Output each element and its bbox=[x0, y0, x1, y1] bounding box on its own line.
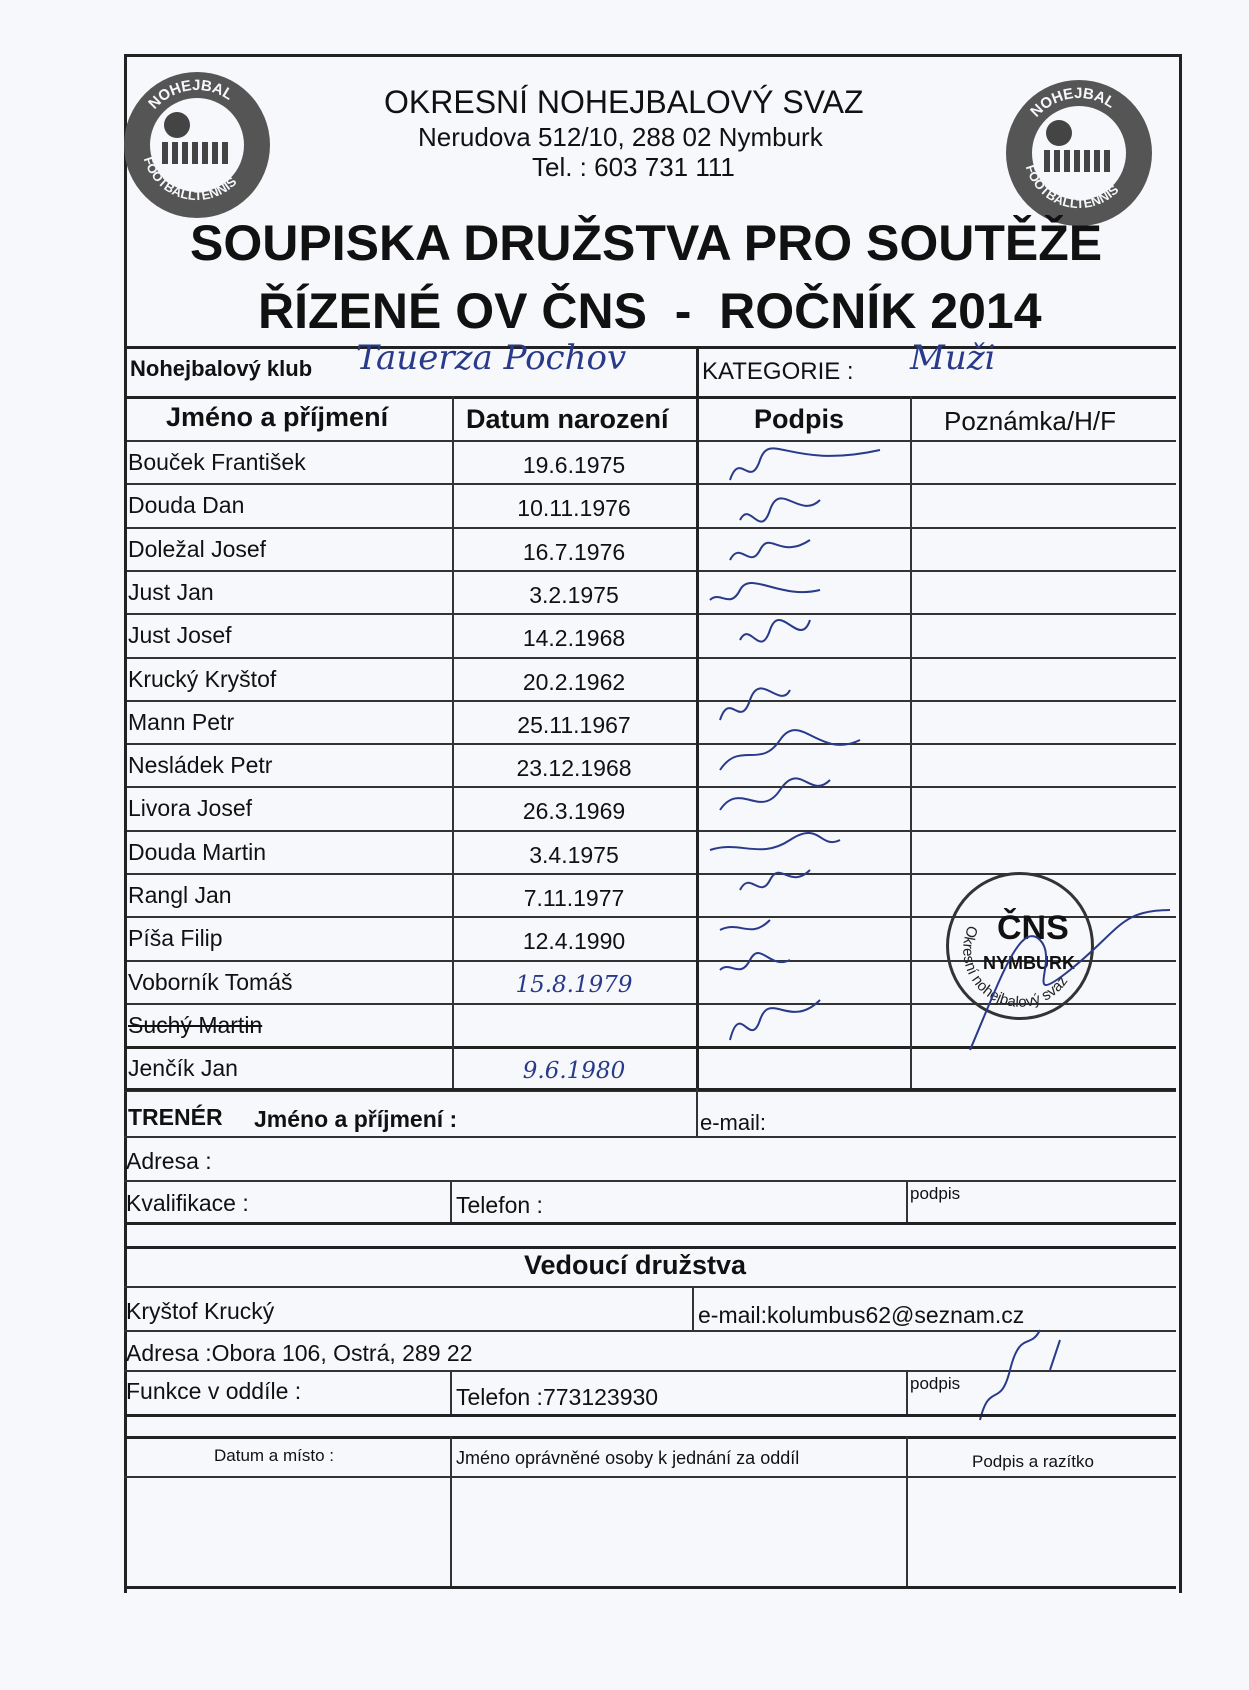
divider bbox=[696, 1088, 698, 1136]
divider bbox=[124, 570, 1176, 572]
divider bbox=[452, 396, 454, 1090]
divider bbox=[124, 830, 1176, 832]
divider bbox=[124, 786, 1176, 788]
roster-name: Píša Filip bbox=[128, 925, 223, 952]
divider bbox=[906, 1180, 908, 1224]
roster-dob: 12.4.1990 bbox=[522, 928, 626, 955]
trainer-qualification-label: Kvalifikace : bbox=[126, 1190, 249, 1216]
roster-name: Voborník Tomáš bbox=[128, 968, 293, 995]
divider bbox=[124, 1136, 1176, 1138]
divider bbox=[124, 657, 1176, 659]
divider bbox=[124, 1436, 1176, 1439]
divider bbox=[906, 1370, 908, 1416]
roster-dob: 15.8.1979 bbox=[515, 971, 633, 998]
divider bbox=[124, 1088, 1176, 1091]
authorized-person-label: Jméno oprávněné osoby k jednání za oddíl bbox=[456, 1448, 800, 1468]
roster-dob: 16.7.1976 bbox=[522, 538, 626, 565]
leader-function-label: Funkce v oddíle : bbox=[126, 1378, 302, 1404]
right-logo bbox=[1006, 80, 1152, 226]
divider bbox=[124, 527, 1176, 529]
date-place-label: Datum a místo : bbox=[214, 1446, 334, 1465]
leader-email: e-mail:kolumbus62@seznam.cz bbox=[698, 1302, 1025, 1328]
roster-dob: 9.6.1980 bbox=[522, 1058, 626, 1085]
title-line-1: SOUPISKA DRUŽSTVA PRO SOUTĚŽE bbox=[190, 215, 1103, 271]
divider bbox=[124, 396, 1176, 399]
sign-stamp-label: Podpis a razítko bbox=[972, 1452, 1094, 1471]
roster-dob: 23.12.1968 bbox=[516, 755, 632, 782]
roster-name: Nesládek Petr bbox=[128, 752, 273, 779]
divider bbox=[450, 1370, 452, 1416]
trainer-address-label: Adresa : bbox=[126, 1148, 212, 1174]
roster-dob: 3.4.1975 bbox=[529, 841, 619, 868]
trainer-phone-label: Telefon : bbox=[456, 1192, 543, 1218]
roster-dob: 20.2.1962 bbox=[522, 668, 626, 695]
trainer-email-label: e-mail: bbox=[700, 1110, 767, 1135]
divider bbox=[450, 1180, 452, 1224]
roster-name: Douda Martin bbox=[128, 838, 267, 865]
club-label: Nohejbalový klub bbox=[130, 356, 313, 381]
svg-text:FOOTBALLTENNIS: FOOTBALLTENNIS bbox=[1022, 162, 1122, 212]
stamp-middle: NYMBURK bbox=[983, 953, 1075, 973]
divider bbox=[124, 1246, 1176, 1249]
divider bbox=[906, 1436, 908, 1588]
col-header-name: Jméno a příjmení bbox=[166, 402, 389, 432]
leader-phone: Telefon :773123930 bbox=[456, 1384, 659, 1410]
roster-name: Just Josef bbox=[128, 622, 232, 649]
handwritten-signatures bbox=[700, 440, 910, 1080]
left-logo bbox=[124, 72, 270, 218]
divider bbox=[124, 1180, 1176, 1182]
divider bbox=[124, 1414, 1176, 1417]
roster-name: Krucký Kryštof bbox=[128, 665, 277, 692]
roster-name: Suchý Martin bbox=[128, 1011, 263, 1038]
divider bbox=[696, 396, 699, 1090]
roster-name: Rangl Jan bbox=[128, 882, 232, 908]
trainer-label: TRENÉR bbox=[128, 1104, 223, 1130]
svg-text:FOOTBALLTENNIS: FOOTBALLTENNIS bbox=[140, 154, 240, 204]
trainer-name-label: Jméno a příjmení : bbox=[254, 1106, 458, 1132]
title-line-2: ŘÍZENÉ OV ČNS - ROČNÍK 2014 bbox=[258, 283, 1042, 339]
divider bbox=[124, 396, 127, 1090]
col-header-signature: Podpis bbox=[754, 404, 845, 434]
leader-address: Adresa :Obora 106, Ostrá, 289 22 bbox=[126, 1340, 473, 1366]
org-phone: Tel. : 603 731 111 bbox=[532, 152, 735, 182]
divider bbox=[124, 700, 1176, 702]
divider bbox=[910, 396, 912, 1090]
divider bbox=[124, 440, 1176, 442]
divider bbox=[124, 346, 1176, 349]
divider bbox=[124, 483, 1176, 485]
roster-name: Just Jan bbox=[128, 578, 214, 605]
roster-dob: 14.2.1968 bbox=[522, 625, 626, 652]
roster-dob: 7.11.1977 bbox=[523, 885, 625, 911]
org-name: OKRESNÍ NOHEJBALOVÝ SVAZ bbox=[384, 84, 864, 120]
roster-name: Jenčík Jan bbox=[128, 1055, 238, 1082]
divider bbox=[124, 1586, 1176, 1589]
stamp-signature bbox=[960, 900, 1180, 1060]
divider bbox=[692, 1286, 694, 1332]
col-header-note: Poznámka/H/F bbox=[944, 406, 1116, 436]
trainer-signature-label: podpis bbox=[910, 1184, 961, 1203]
roster-name: Bouček František bbox=[128, 449, 306, 475]
roster-dob: 19.6.1975 bbox=[522, 452, 626, 478]
divider bbox=[696, 346, 699, 398]
roster-dob: 25.11.1967 bbox=[517, 711, 631, 738]
roster-name: Mann Petr bbox=[128, 708, 235, 735]
divider bbox=[124, 1476, 1176, 1478]
roster-dob: 26.3.1969 bbox=[522, 798, 626, 825]
leader-name: Kryštof Krucký bbox=[126, 1298, 275, 1324]
svg-text:NOHEJBAL: NOHEJBAL bbox=[1027, 84, 1118, 121]
stamp-top: ČNS bbox=[997, 909, 1069, 947]
leader-heading: Vedoucí družstva bbox=[524, 1250, 747, 1280]
roster-dob: 10.11.1976 bbox=[517, 495, 631, 522]
svg-text:Okresní nohejbalový svaz: Okresní nohejbalový svaz bbox=[959, 923, 1072, 1011]
divider bbox=[124, 1222, 1176, 1225]
category-value: Muži bbox=[910, 338, 996, 378]
category-label: KATEGORIE : bbox=[702, 358, 854, 385]
club-value: Tauerza Pochov bbox=[356, 338, 627, 378]
divider bbox=[124, 1286, 1176, 1288]
roster-name: Douda Dan bbox=[128, 492, 245, 519]
roster-name: Doležal Josef bbox=[128, 535, 267, 562]
divider bbox=[450, 1436, 452, 1588]
roster-name: Livora Josef bbox=[128, 795, 253, 822]
svg-text:NOHEJBAL: NOHEJBAL bbox=[145, 76, 236, 113]
leader-signature-label: podpis bbox=[910, 1374, 961, 1393]
divider bbox=[124, 743, 1176, 745]
divider bbox=[124, 613, 1176, 615]
org-address: Nerudova 512/10, 288 02 Nymburk bbox=[418, 122, 823, 152]
col-header-dob: Datum narození bbox=[466, 404, 669, 434]
roster-dob: 3.2.1975 bbox=[529, 581, 619, 608]
